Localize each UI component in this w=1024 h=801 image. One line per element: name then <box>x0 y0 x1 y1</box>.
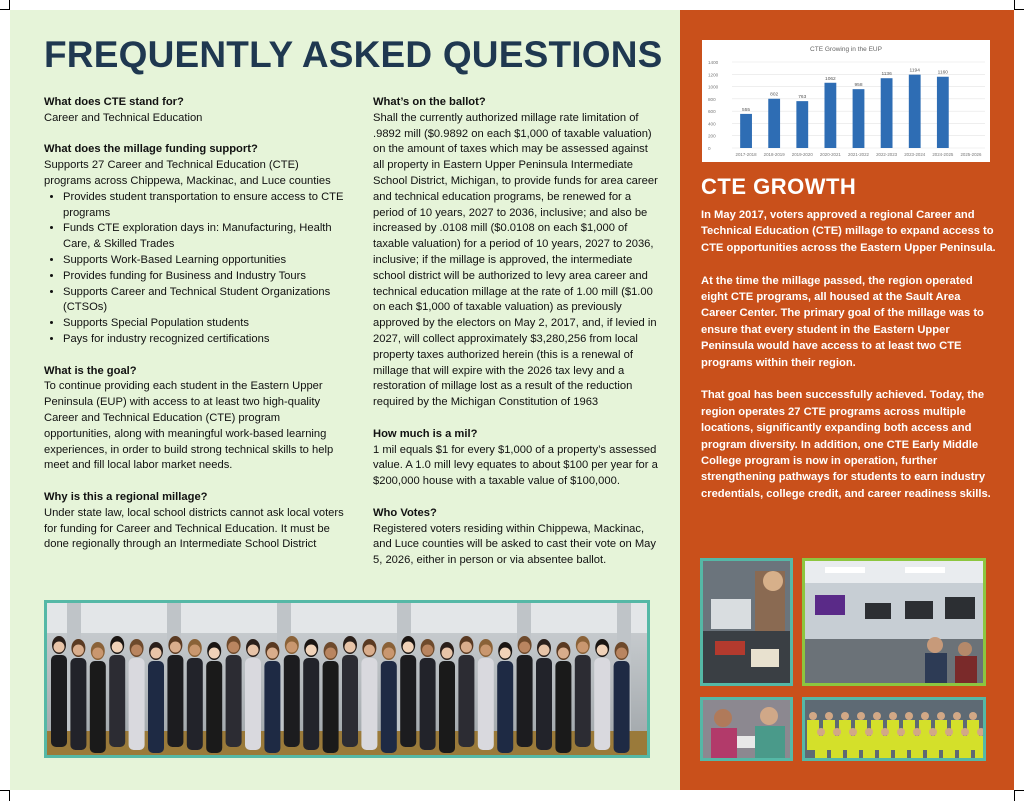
photo-health-care <box>700 697 793 761</box>
chart-bar <box>796 101 808 148</box>
bullet-item: • Supports Work-Based Learning opportunities <box>63 253 344 269</box>
faq-answer: Supports 27 Career and Technical Education (CTE) programs across Chippewa, Mackinac, and Luce counties <box>44 159 331 187</box>
y-tick-label: 200 <box>708 133 716 139</box>
faq-answer: Career and Technical Education <box>44 111 203 124</box>
x-tick-label: 2018-2019 <box>763 152 785 157</box>
photo-classroom-hands <box>700 558 793 686</box>
y-tick-label: 1000 <box>708 84 719 90</box>
growth-paragraph: That goal has been successfully achieved. Today, the region operates 27 CTE programs across multiple locations, significantly expanding both access and program diversity. In addition, one CTE Early Middle College program is now in operation, further strengthening pathways for students to earn industry credentials, college credit, and career readiness skills. <box>701 389 991 500</box>
chart-bar <box>768 99 780 148</box>
bar-data-label: 958 <box>854 83 863 89</box>
chart-bar <box>909 75 921 148</box>
x-tick-label: 2023-2024 <box>904 152 926 157</box>
bar-data-label: 555 <box>742 107 751 113</box>
crop-mark <box>1014 0 1015 10</box>
bar-data-label: 1062 <box>825 76 836 82</box>
x-tick-label: 2025-2026 <box>960 152 982 157</box>
growth-paragraph: At the time the millage passed, the region operated eight CTE programs, all housed at the Sault Area Career Center. The primary goal of the millage was to ensure that every student in the Eastern Upper Peninsula would have access to at least two CTE programs within their region. <box>701 274 984 369</box>
chart-bar <box>740 114 752 148</box>
crop-mark <box>1014 791 1015 801</box>
bullet-item: • Pays for industry recognized certifications <box>63 332 344 348</box>
chart-title: CTE Growing in the EUP <box>810 46 882 53</box>
y-tick-label: 800 <box>708 96 716 102</box>
faq-question: Who Votes? <box>373 506 437 519</box>
photo-skilled-trades-group <box>802 697 986 761</box>
bar-data-label: 1160 <box>937 70 948 76</box>
bullet-item: • Provides funding for Business and Industry Tours <box>63 269 344 285</box>
group-photo <box>44 600 650 758</box>
growth-title: CTE GROWTH <box>701 174 857 199</box>
chart-bar <box>853 89 865 148</box>
faq-question: What does CTE stand for? <box>44 96 184 108</box>
faq-question: What is the goal? <box>44 364 137 377</box>
crop-mark <box>9 0 10 10</box>
faq-answer: 1 mil equals $1 for every $1,000 of a property’s assessed value. A 1.0 mill levy equates to about $100 per year for a $200,000 house with a taxable value of $100,000. <box>373 443 658 488</box>
x-tick-label: 2017-2018 <box>735 152 757 157</box>
faq-answer: Shall the currently authorized millage rate limitation of .9892 mill ($0.9892 on each $1,000 of taxable valuation) on the amount of taxes which may be assessed against all property in Eastern Upper Peninsula Intermediate School District, Michigan, to provide funds for area career and technical education programs, be renewed for a period of 10 years, 2027 to 2036, inclusive; and also be increased by .0108 mill ($0.0108 on each $1,000 of taxable valuation) for a period of 10 years, 2027 to 2036, inclusive; if the millage is approved, the intermediate school district will be authorized to levy area career and technical education millage at the rate of 1.00 mill ($1.00 on each $1,000 of taxable valuation) as previously approved by the electors on May 2, 2017, and, if levied in 2027, will collect approximately $3,280,256 from local property taxes authorized herein (this is a renewal of millage that will expire with the 2026 tax levy and a restoration of millage lost as a result of the reduction required by the Michigan Constitution of 1963 <box>373 111 658 409</box>
crop-mark <box>9 791 10 801</box>
faq-answer: Under state law, local school districts cannot ask local voters for funding for Career and Technical Education. It must be done regionally through an Intermediate School District <box>44 506 344 551</box>
funding-bullet-list <box>44 190 344 348</box>
x-tick-label: 2020-2021 <box>819 152 841 157</box>
growth-paragraph: In May 2017, voters approved a regional Career and Technical Education (CTE) millage to expand access to CTE opportunities across the Eastern Upper Peninsula. <box>701 209 996 254</box>
faq-question: How much is a mil? <box>373 427 478 440</box>
faq-column-right <box>373 95 658 569</box>
bullet-item: • Funds CTE exploration days in: Manufacturing, Health Care, & Skilled Trades <box>63 221 344 253</box>
chart-bar <box>937 77 949 148</box>
x-tick-label: 2024-2025 <box>932 152 954 157</box>
x-tick-label: 2021-2022 <box>848 152 869 157</box>
faq-question: What does the millage funding support? <box>44 143 258 156</box>
crop-mark <box>1014 790 1024 791</box>
faq-title: FREQUENTLY ASKED QUESTIONS <box>44 34 663 75</box>
bullet-item: • Supports Special Population students <box>63 316 344 332</box>
faq-question: What’s on the ballot? <box>373 96 486 108</box>
y-tick-label: 1200 <box>708 72 719 78</box>
photo-computer-lab <box>802 558 986 686</box>
bar-data-label: 1136 <box>881 72 892 78</box>
y-tick-label: 600 <box>708 109 716 115</box>
chart-bar <box>881 78 893 148</box>
bullet-item: • Supports Career and Technical Student Organizations (CTSOs) <box>63 285 344 317</box>
y-tick-label: 1400 <box>708 60 719 65</box>
faq-column-left <box>44 95 344 553</box>
x-tick-label: 2022-2023 <box>876 152 898 157</box>
faq-answer: Registered voters residing within Chippewa, Mackinac, and Luce counties will be asked to cast their vote on May 5, 2026, either in person or via absentee ballot. <box>373 522 656 567</box>
bar-data-label: 763 <box>798 95 807 101</box>
growth-text <box>701 207 996 502</box>
y-tick-label: 0 <box>708 146 711 151</box>
cte-growth-chart <box>702 40 990 162</box>
bullet-item: • Provides student transportation to ensure access to CTE programs <box>63 190 344 222</box>
x-tick-label: 2019-2020 <box>791 152 813 157</box>
faq-answer: To continue providing each student in the Eastern Upper Peninsula (EUP) with access to at least two high-quality Career and Technical Education (CTE) program opportunities, along with meaningful work-based learning experiences, in order to build strong technical skills to help meet and fill local labor market needs. <box>44 380 334 472</box>
crop-mark <box>1014 9 1024 10</box>
bar-data-label: 1194 <box>909 68 920 74</box>
chart-bar <box>824 83 836 148</box>
bar-data-label: 802 <box>770 92 779 98</box>
faq-question: Why is this a regional millage? <box>44 490 208 503</box>
y-tick-label: 400 <box>708 121 716 127</box>
